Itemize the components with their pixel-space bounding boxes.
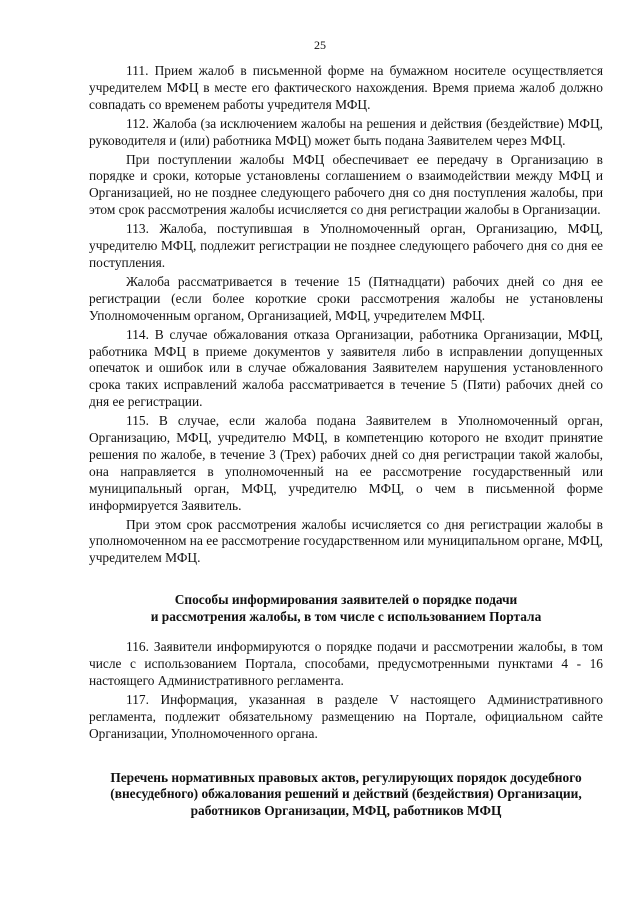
section-heading-legal-acts xyxy=(89,770,603,821)
section-heading-informing-line-2: и рассмотрения жалобы, в том числе с использованием Портала xyxy=(150,609,542,625)
paragraph-117: 117. Информация, указанная в разделе V настоящего Административного регламента, подлежит обязательному размещению на Портале, официальном сайте Организации, Уполномоченного органа. xyxy=(89,691,603,741)
paragraph-112: 112. Жалоба (за исключением жалобы на решения и действия (бездействие) МФЦ, руководителя и (или) работника МФЦ) может быть подана Заявителем через МФЦ. xyxy=(89,115,603,148)
paragraph-113-review-term: Жалоба рассматривается в течение 15 (Пятнадцати) рабочих дней со дня ее регистрации (если более короткие сроки рассмотрения жалобы не установлены Уполномоченным органом, Организацией, МФЦ, учредителем МФЦ. xyxy=(89,273,603,323)
section-heading-legal-acts-line-1: Перечень нормативных правовых актов, регулирующих порядок досудебного xyxy=(110,769,582,785)
section-heading-informing xyxy=(89,592,603,626)
page-number: 25 xyxy=(314,38,326,52)
paragraph-115: 115. В случае, если жалоба подана Заявителем в Уполномоченный орган, Организацию, МФЦ, учредителю МФЦ, в компетенцию которого не входит принятие решения по жалобе, в течение 3 (Трех) рабочих дней со дня регистрации такой жалобы, она направляется в уполномоченный на ее рассмотрение государственный или муниципальный орган, МФЦ, учредителю МФЦ, о чем в письменной форме информируется Заявитель. xyxy=(89,413,603,513)
paragraph-115-review-term: При этом срок рассмотрения жалобы исчисляется со дня регистрации жалобы в уполномоченном на ее рассмотрение государственном или муниципальном органе, МФЦ, учредителем МФЦ. xyxy=(89,516,603,566)
paragraph-114: 114. В случае обжалования отказа Организации, работника Организации, МФЦ, работника МФЦ в приеме документов у заявителя либо в исправлении допущенных опечаток и ошибок или в случае обжалования Заявителем нарушения установленного срока таких исправлений жалоба рассматривается в течение 5 (Пяти) рабочих дней со дня ее регистрации. xyxy=(89,326,603,410)
paragraph-116: 116. Заявители информируются о порядке подачи и рассмотрении жалобы, в том числе с использованием Портала, способами, предусмотренными пунктами 4 - 16 настоящего Административного регламента. xyxy=(89,639,603,688)
section-heading-informing-line-1: Способы информирования заявителей о порядке подачи xyxy=(174,592,518,608)
section-heading-legal-acts-line-3: работников Организации, МФЦ, работников МФЦ xyxy=(190,803,502,819)
paragraph-113: 113. Жалоба, поступившая в Уполномоченный орган, Организацию, МФЦ, учредителю МФЦ, подлежит регистрации не позднее следующего рабочего дня со дня ее поступления. xyxy=(89,221,603,270)
paragraph-112-mfc-transfer: При поступлении жалобы МФЦ обеспечивает ее передачу в Организацию в порядке и сроки, которые установлены соглашением о взаимодействии между МФЦ и Организацией, но не позднее следующего рабочего дня со дня поступления жалобы, при этом срок рассмотрения жалобы исчисляется со дня регистрации жалобы в Организации. xyxy=(89,151,603,218)
section-heading-legal-acts-line-2: (внесудебного) обжалования решений и действий (бездействия) Организации, xyxy=(110,786,582,802)
paragraph-111: 111. Прием жалоб в письменной форме на бумажном носителе осуществляется учредителем МФЦ в месте его фактического нахождения. Время приема жалоб должно совпадать со временем работы учредителя МФЦ. xyxy=(89,63,603,112)
document-body xyxy=(89,63,603,820)
